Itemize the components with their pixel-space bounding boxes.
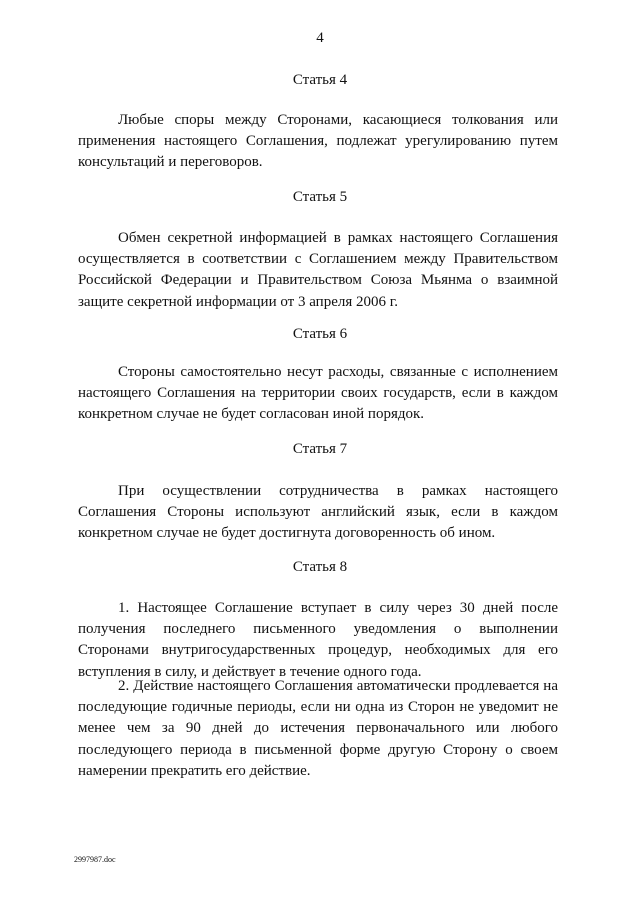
article-5-paragraph: Обмен секретной информацией в рамках настоящего Соглашения осуществляется в соответствии с Соглашением между Правительством Российской Федерации и Правительством Союза Мьянма о взаимной защите секретной информации от 3 апреля 2006 г. xyxy=(78,230,558,310)
article-4-heading: Статья 4 xyxy=(292,72,348,88)
article-8-paragraph-2: 2. Действие настоящего Соглашения автоматически продлевается на последующие годичные периоды, если ни одна из Сторон не уведомит не менее чем за 90 дней до истечения первоначального или любого последующего периода в письменной форме другую Сторону о своем намерении прекратить его действие. xyxy=(78,678,558,779)
article-5-heading: Статья 5 xyxy=(292,189,348,205)
article-8-heading: Статья 8 xyxy=(292,559,348,575)
article-4-paragraph: Любые споры между Сторонами, касающиеся толкования или применения настоящего Соглашения, подлежат урегулированию путем консультаций и переговоров. xyxy=(78,112,558,171)
article-6-heading: Статья 6 xyxy=(292,326,348,342)
document-footer-filename: 2997987.doc xyxy=(74,855,116,864)
article-7-heading: Статья 7 xyxy=(292,441,348,457)
article-7-paragraph: При осуществлении сотрудничества в рамках настоящего Соглашения Стороны используют английский язык, если в каждом конкретном случае не будет достигнута договоренность об ином. xyxy=(78,483,558,542)
page-number: 4 xyxy=(316,30,324,46)
article-6-paragraph: Стороны самостоятельно несут расходы, связанные с исполнением настоящего Соглашения на территории своих государств, если в каждом конкретном случае не будет согласован иной порядок. xyxy=(78,364,558,423)
article-8-paragraph-1: 1. Настоящее Соглашение вступает в силу через 30 дней после получения последнего письменного уведомления о выполнении Сторонами внутригосударственных процедур, необходимых для его вступления в силу, и действует в течение одного года. xyxy=(78,600,558,680)
